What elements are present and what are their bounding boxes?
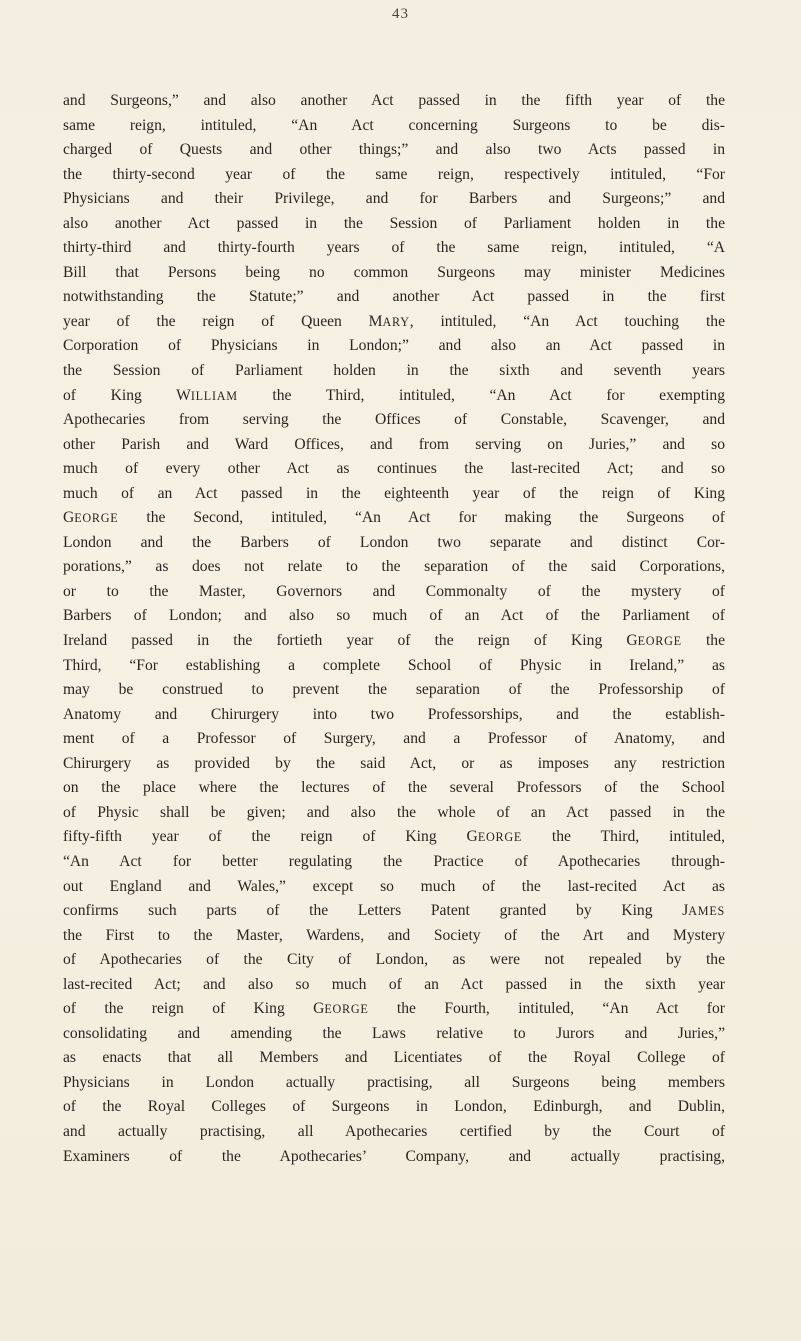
text-line: Chirurgery as provided by the said Act, or as imposes any restriction [63, 754, 725, 772]
text-line: charged of Quests and other things;” and also two Acts passed in [63, 141, 725, 159]
page-number: 43 [392, 6, 409, 22]
text-line: Corporation of Physicians in London;” and also an Act passed in [63, 337, 725, 355]
text-line: GEORGE the Second, intituled, “An Act for making the Surgeons of [63, 509, 725, 527]
text-line: fifty-fifth year of the reign of King GEORGE the Third, intituled, [63, 828, 725, 846]
text-line: on the place where the lectures of the several Professors of the School [63, 779, 725, 797]
text-line: consolidating and amending the Laws relative to Jurors and Juries,” [63, 1024, 725, 1042]
text-line: porations,” as does not relate to the separation of the said Corporations, [63, 558, 725, 576]
text-line: Ireland passed in the fortieth year of the reign of King GEORGE the [63, 632, 725, 650]
text-line: notwithstanding the Statute;” and another Act passed in the first [63, 288, 725, 306]
text-line: of King WILLIAM the Third, intituled, “An Act for exempting [63, 386, 725, 404]
text-line: London and the Barbers of London two separate and distinct Cor- [63, 533, 725, 551]
text-line: of Physic shall be given; and also the whole of an Act passed in the [63, 803, 725, 821]
text-line: year of the reign of Queen MARY, intituled, “An Act touching the [63, 312, 725, 330]
text-line: also another Act passed in the Session of Parliament holden in the [63, 214, 725, 232]
text-line: confirms such parts of the Letters Patent granted by King JAMES [63, 902, 725, 920]
text-line: thirty-third and thirty-fourth years of the same reign, intituled, “A [63, 239, 725, 257]
body-text [63, 89, 725, 1169]
text-line: “An Act for better regulating the Practice of Apothecaries through- [63, 852, 725, 870]
text-line: much of an Act passed in the eighteenth year of the reign of King [63, 484, 725, 502]
text-line: of the Royal Colleges of Surgeons in London, Edinburgh, and Dublin, [63, 1098, 725, 1116]
text-line: Anatomy and Chirurgery into two Professorships, and the establish- [63, 705, 725, 723]
text-line: Apothecaries from serving the Offices of Constable, Scavenger, and [63, 411, 725, 429]
text-line: ment of a Professor of Surgery, and a Professor of Anatomy, and [63, 730, 725, 748]
text-line: same reign, intituled, “An Act concerning Surgeons to be dis- [63, 116, 725, 134]
text-line: or to the Master, Governors and Commonalty of the mystery of [63, 582, 725, 600]
text-line: as enacts that all Members and Licentiates of the Royal College of [63, 1049, 725, 1067]
text-line: the First to the Master, Wardens, and Society of the Art and Mystery [63, 926, 725, 944]
text-line: much of every other Act as continues the last-recited Act; and so [63, 460, 725, 478]
text-line: last-recited Act; and also so much of an Act passed in the sixth year [63, 975, 725, 993]
text-line: Examiners of the Apothecaries’ Company, and actually practising, [63, 1147, 725, 1165]
text-line: of the reign of King GEORGE the Fourth, intituled, “An Act for [63, 1000, 725, 1018]
text-line: Barbers of London; and also so much of an Act of the Parliament of [63, 607, 725, 625]
text-line: Physicians and their Privilege, and for Barbers and Surgeons;” and [63, 190, 725, 208]
text-line: out England and Wales,” except so much of the last-recited Act as [63, 877, 725, 895]
text-line: the Session of Parliament holden in the sixth and seventh years [63, 362, 725, 380]
text-line: and Surgeons,” and also another Act passed in the fifth year of the [63, 92, 725, 109]
text-line: Third, “For establishing a complete School of Physic in Ireland,” as [63, 656, 725, 674]
text-line: Physicians in London actually practising, all Surgeons being members [63, 1073, 725, 1091]
text-line: may be construed to prevent the separation of the Professorship of [63, 681, 725, 699]
text-line: other Parish and Ward Offices, and from serving on Juries,” and so [63, 435, 725, 453]
text-line: of Apothecaries of the City of London, as were not repealed by the [63, 951, 725, 969]
text-line: Bill that Persons being no common Surgeons may minister Medicines [63, 263, 725, 281]
text-line: the thirty-second year of the same reign, respectively intituled, “For [63, 165, 725, 183]
text-line: and actually practising, all Apothecaries certified by the Court of [63, 1122, 725, 1140]
